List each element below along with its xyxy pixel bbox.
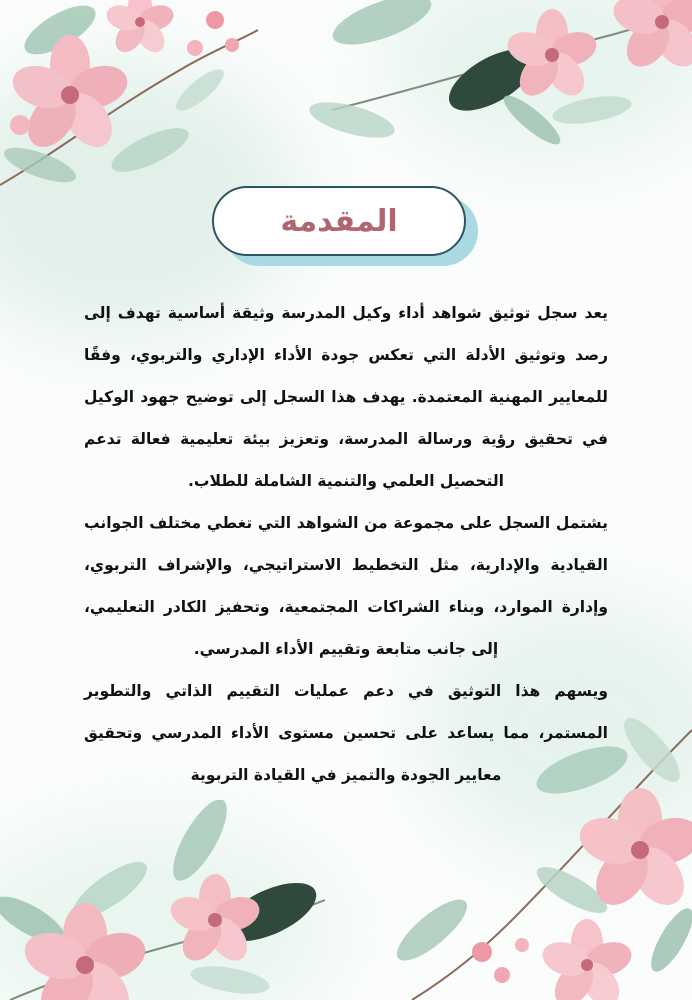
page-title: المقدمة [280, 203, 398, 239]
paragraph: يشتمل السجل على مجموعة من الشواهد التي تغطي مختلف الجوانب القيادية والإدارية، مثل التخطيط الاستراتيجي، والإشراف التربوي، وإدارة الموارد، وبناء الشراكات المجتمعية، وتحفيز الكادر التعليمي، إلى جانب متابعة وتقييم الأداء المدرسي. [84, 514, 608, 658]
paragraph: ويسهم هذا التوثيق في دعم عمليات التقييم الذاتي والتطوير المستمر، مما يساعد على تحسين مستوى الأداء المدرسي وتحقيق معايير الجودة والتميز في القيادة التربوية [84, 682, 608, 784]
title-badge-frame [212, 186, 466, 256]
title-badge [212, 186, 478, 268]
introduction-body [84, 292, 608, 796]
paragraph: يعد سجل توثيق شواهد أداء وكيل المدرسة وثيقة أساسية تهدف إلى رصد وتوثيق الأدلة التي تعكس جودة الأداء الإداري والتربوي، وفقًا للمعايير المهنية المعتمدة. يهدف هذا السجل إلى توضيح جهود الوكيل في تحقيق رؤية ورسالة المدرسة، وتعزيز بيئة تعليمية فعالة تدعم التحصيل العلمي والتنمية الشاملة للطلاب. [84, 304, 608, 490]
floral-decoration-top-right [292, 0, 692, 170]
floral-decoration-bottom-left [0, 800, 330, 1000]
